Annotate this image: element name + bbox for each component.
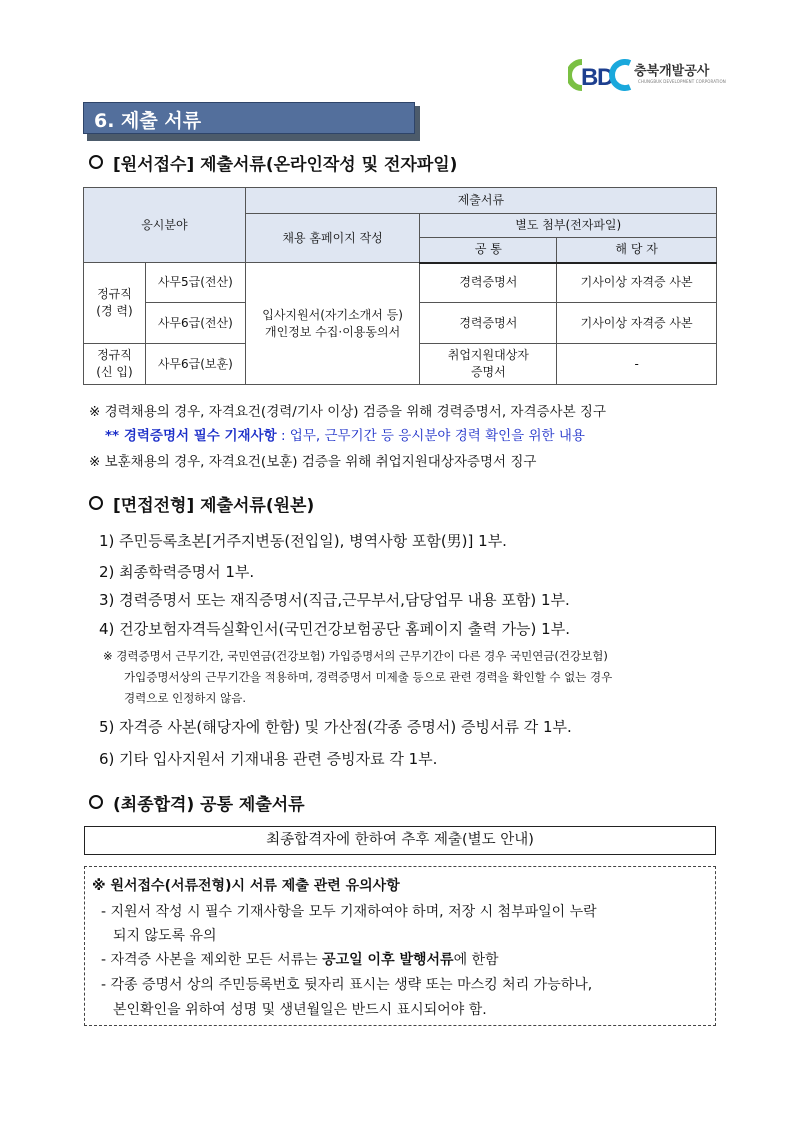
sub-note-line: ※ 경력증명서 근무기간, 국민연금(건강보험) 가입증명서의 근무기간이 다른 경우 국민연금(건강보험) — [103, 649, 608, 663]
list-item: 1) 주민등록초본[거주지변동(전입일), 병역사항 포함(男)] 1부. — [99, 532, 507, 550]
header-attach: 별도 첨부(전자파일) — [420, 214, 717, 238]
note-career: ※ 경력채용의 경우, 자격요건(경력/기사 이상) 검증을 위해 경력증명서, 자격증사본 징구 — [89, 404, 606, 420]
svg-text:D: D — [597, 64, 615, 91]
group-label: 정규직 (신 입) — [84, 344, 146, 385]
section2-heading: [면접전형] 제출서류(원본) — [89, 491, 314, 516]
relevant-doc-cell: 기사이상 자격증 사본 — [557, 263, 717, 303]
note-required-fields: ** 경력증명서 필수 기재사항 : 업무, 근무기간 등 응시분야 경력 확인을 위한 내용 — [105, 428, 585, 444]
caution-title: ※ 원서접수(서류전형)시 서류 제출 관련 유의사항 — [92, 878, 400, 894]
company-logo — [568, 56, 726, 96]
logo-english-name: CHUNGBUK DEVELOPMENT CORPORATION — [638, 79, 726, 84]
list-item: 2) 최종학력증명서 1부. — [99, 563, 255, 581]
position-cell: 사무6급(전산) — [145, 303, 245, 344]
caution-line: - 자격증 사본을 제외한 모든 서류는 공고일 이후 발행서류에 한함 — [101, 952, 499, 968]
section3-heading: (최종합격) 공통 제출서류 — [89, 790, 305, 815]
caution-line: - 지원서 작성 시 필수 기재사항을 모두 기재하여야 하며, 저장 시 첨부파일이 누락 — [101, 904, 597, 920]
svg-text:B: B — [581, 64, 599, 91]
circle-bullet-icon — [89, 795, 103, 809]
section-banner — [83, 102, 415, 134]
relevant-doc-cell: 기사이상 자격증 사본 — [557, 303, 717, 344]
final-notice-box: 최종합격자에 한하여 추후 제출(별도 안내) — [84, 826, 716, 855]
group-label: 정규직 (경 력) — [84, 263, 146, 344]
caution-line: 되지 않도록 유의 — [113, 928, 217, 944]
note-veteran: ※ 보훈채용의 경우, 자격요건(보훈) 검증을 위해 취업지원대상자증명서 징구 — [89, 454, 537, 470]
header-homepage: 채용 홈페이지 작성 — [245, 214, 420, 263]
list-item: 6) 기타 입사지원서 기재내용 관련 증빙자료 각 1부. — [99, 750, 438, 768]
common-doc-cell: 경력증명서 — [420, 263, 557, 303]
list-item: 5) 자격증 사본(해당자에 한함) 및 가산점(각종 증명서) 증빙서류 각 1부. — [99, 718, 572, 736]
circle-bullet-icon — [89, 496, 103, 510]
submission-table — [83, 187, 717, 385]
header-docs: 제출서류 — [245, 188, 716, 214]
header-field: 응시분야 — [84, 188, 246, 263]
header-relevant: 해 당 자 — [557, 238, 717, 263]
banner-title: 6. 제출 서류 — [94, 110, 202, 132]
position-cell: 사무6급(보훈) — [145, 344, 245, 385]
position-cell: 사무5급(전산) — [145, 263, 245, 303]
caution-box — [84, 866, 716, 1026]
caution-line: 본인확인을 위하여 성명 및 생년월일은 반드시 표시되어야 함. — [113, 1002, 487, 1018]
homepage-docs-cell: 입사지원서(자기소개서 등) 개인정보 수집·이용동의서 — [245, 263, 420, 385]
circle-bullet-icon — [89, 155, 103, 169]
sub-note-line: 가입증명서상의 근무기간을 적용하며, 경력증명서 미제출 등으로 관련 경력을 확인할 수 없는 경우 — [124, 670, 613, 684]
logo-name: 충북개발공사 — [634, 64, 710, 79]
logo-mark-icon — [568, 58, 632, 92]
sub-note-line: 경력으로 인정하지 않음. — [124, 691, 247, 705]
table-row — [84, 263, 717, 303]
common-doc-cell: 경력증명서 — [420, 303, 557, 344]
common-doc-cell: 취업지원대상자 증명서 — [420, 344, 557, 385]
caution-line: - 각종 증명서 상의 주민등록번호 뒷자리 표시는 생략 또는 마스킹 처리 가능하나, — [101, 977, 593, 993]
list-item: 4) 건강보험자격득실확인서(국민건강보험공단 홈페이지 출력 가능) 1부. — [99, 620, 570, 638]
relevant-doc-cell: - — [557, 344, 717, 385]
header-common: 공 통 — [420, 238, 557, 263]
list-item: 3) 경력증명서 또는 재직증명서(직급,근무부서,담당업무 내용 포함) 1부. — [99, 591, 570, 609]
section1-heading: [원서접수] 제출서류(온라인작성 및 전자파일) — [89, 150, 457, 175]
